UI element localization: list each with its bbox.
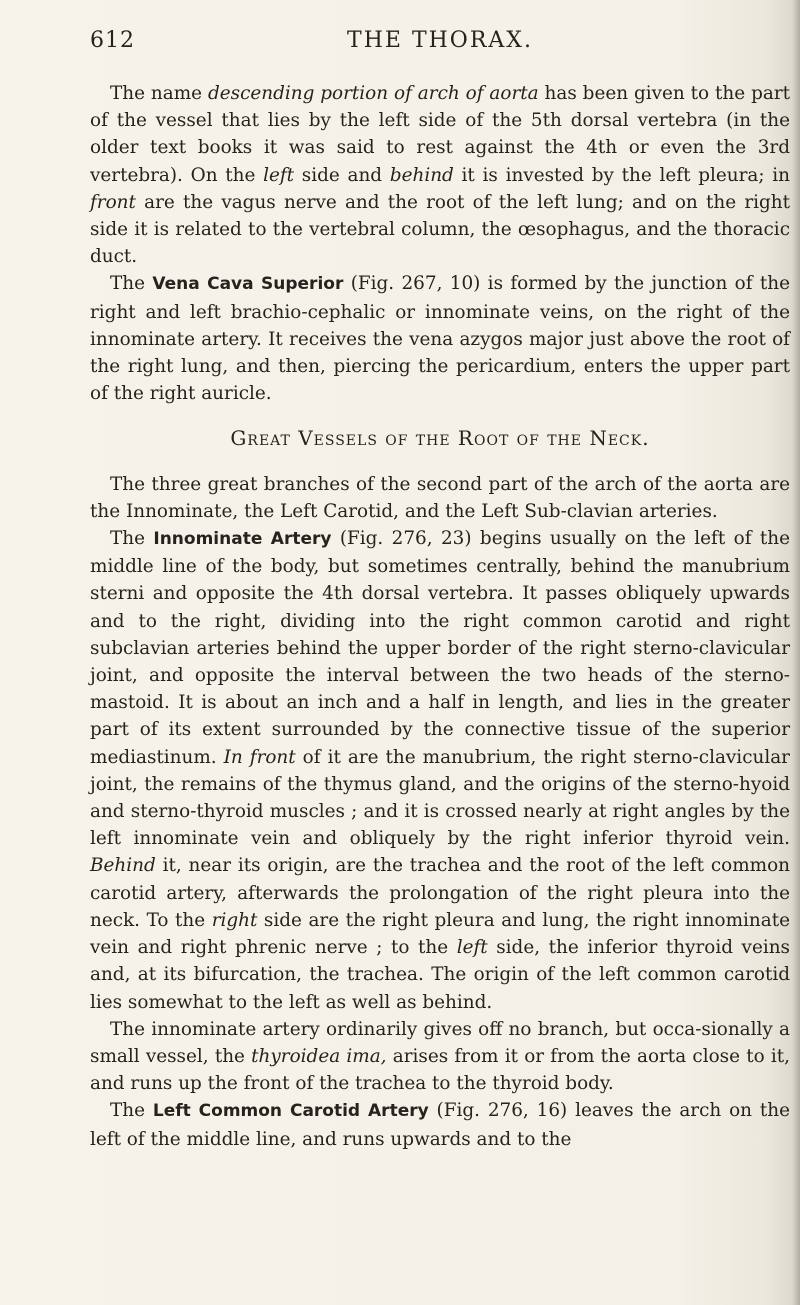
italic-text: Behind — [90, 855, 156, 877]
text-run: side, the inferior thyroid veins and, at its bifurcation, the trachea. The origin of the left common carotid lies somewhat to the left as well as behind. — [90, 937, 790, 1013]
text-run: The three great branches of the second part of the arch of the aorta are the Innominate, the Left Carotid, and the Left Sub-clavian arteries. — [90, 473, 790, 522]
italic-text: thyroidea ima, — [251, 1045, 387, 1067]
text-run: side are the right pleura and lung, the right innominate vein and right phrenic nerve ; to the — [90, 909, 790, 959]
text-run: has been given to the part of the vessel that lies by the left side of the 5th dorsal vertebra (in the older text books it was said to rest against the 4th or even the 3rd vertebra). On the — [90, 83, 790, 186]
text-run: (Fig. 267, 10) is formed by the junction of the right and left brachio-cephalic or innominate veins, on the right of the innominate artery. It receives the vena azygos major just above the root of the right lung, and then, piercing the pericardium, enters the upper part of the right auricle. — [90, 273, 790, 405]
text-run: of it are the manubrium, the right sterno-clavicular joint, the remains of the thymus gland, and the origins of the sterno-hyoid and sterno-thyroid muscles ; and it is crossed nearly at right angles by the left innominate vein and obliquely by the right inferior thyroid vein. — [90, 746, 790, 850]
text-run: The — [110, 1100, 153, 1122]
text-run: arises from it or from the aorta close to it, and runs up the front of the trachea to the thyroid body. — [90, 1045, 791, 1095]
text-run: (Fig. 276, 16) leaves the arch on the left of the middle line, and runs upwards and to the — [90, 1100, 790, 1150]
text-run: it is invested by the left pleura; in — [453, 164, 790, 186]
italic-text: left — [263, 164, 295, 186]
italic-text: descending portion of arch of aorta — [207, 83, 539, 104]
paragraph — [90, 471, 790, 525]
text-run: The name — [110, 83, 208, 104]
page-body — [90, 80, 790, 1153]
running-head: THE THORAX. — [347, 28, 533, 53]
bold-term: Vena Cava Superior — [152, 274, 344, 295]
italic-text: left — [456, 937, 488, 959]
text-run: it, near its origin, are the trachea and the root of the left common carotid artery, afterwards the prolongation of the right pleura into the neck. To the — [90, 855, 790, 931]
italic-text: right — [211, 909, 258, 931]
paragraph — [90, 525, 790, 1016]
italic-text: In front — [223, 746, 296, 768]
bold-term: Innominate Artery — [153, 529, 332, 550]
paragraph — [90, 80, 790, 270]
page-number: 612 — [90, 28, 135, 53]
text-run: are the vagus nerve and the root of the left lung; and on the right side it is related to the vertebral column, the œsophagus, and the thoracic duct. — [90, 191, 790, 268]
text-run: The — [110, 273, 153, 295]
italic-text: behind — [389, 164, 454, 186]
text-run: side and — [294, 164, 390, 186]
paragraph — [90, 1016, 790, 1098]
bold-term: Left Common Carotid Artery — [152, 1101, 429, 1122]
italic-text: front — [90, 191, 136, 213]
section-heading: Great Vessels of the Root of the Neck. — [230, 426, 650, 451]
paragraph — [90, 1097, 790, 1152]
page-edge-shadow — [792, 0, 800, 1305]
text-run: The innominate artery ordinarily gives off no branch, but occa-sionally a small vessel, the — [90, 1018, 790, 1067]
text-run: The — [110, 528, 154, 550]
paragraph — [90, 270, 790, 407]
page-header — [90, 28, 790, 68]
text-run: (Fig. 276, 23) begins usually on the left of the middle line of the body, but sometimes centrally, behind the manubrium sterni and opposite the 4th dorsal vertebra. It passes obliquely upwards and to the right, dividing into the right common carotid and right subclavian arteries behind the upper border of the right sterno-clavicular joint, and opposite the interval between the two heads of the sterno-mastoid. It is about an inch and a half in length, and lies in the greater part of its extent surrounded by the connective tissue of the superior mediastinum. — [90, 528, 791, 768]
